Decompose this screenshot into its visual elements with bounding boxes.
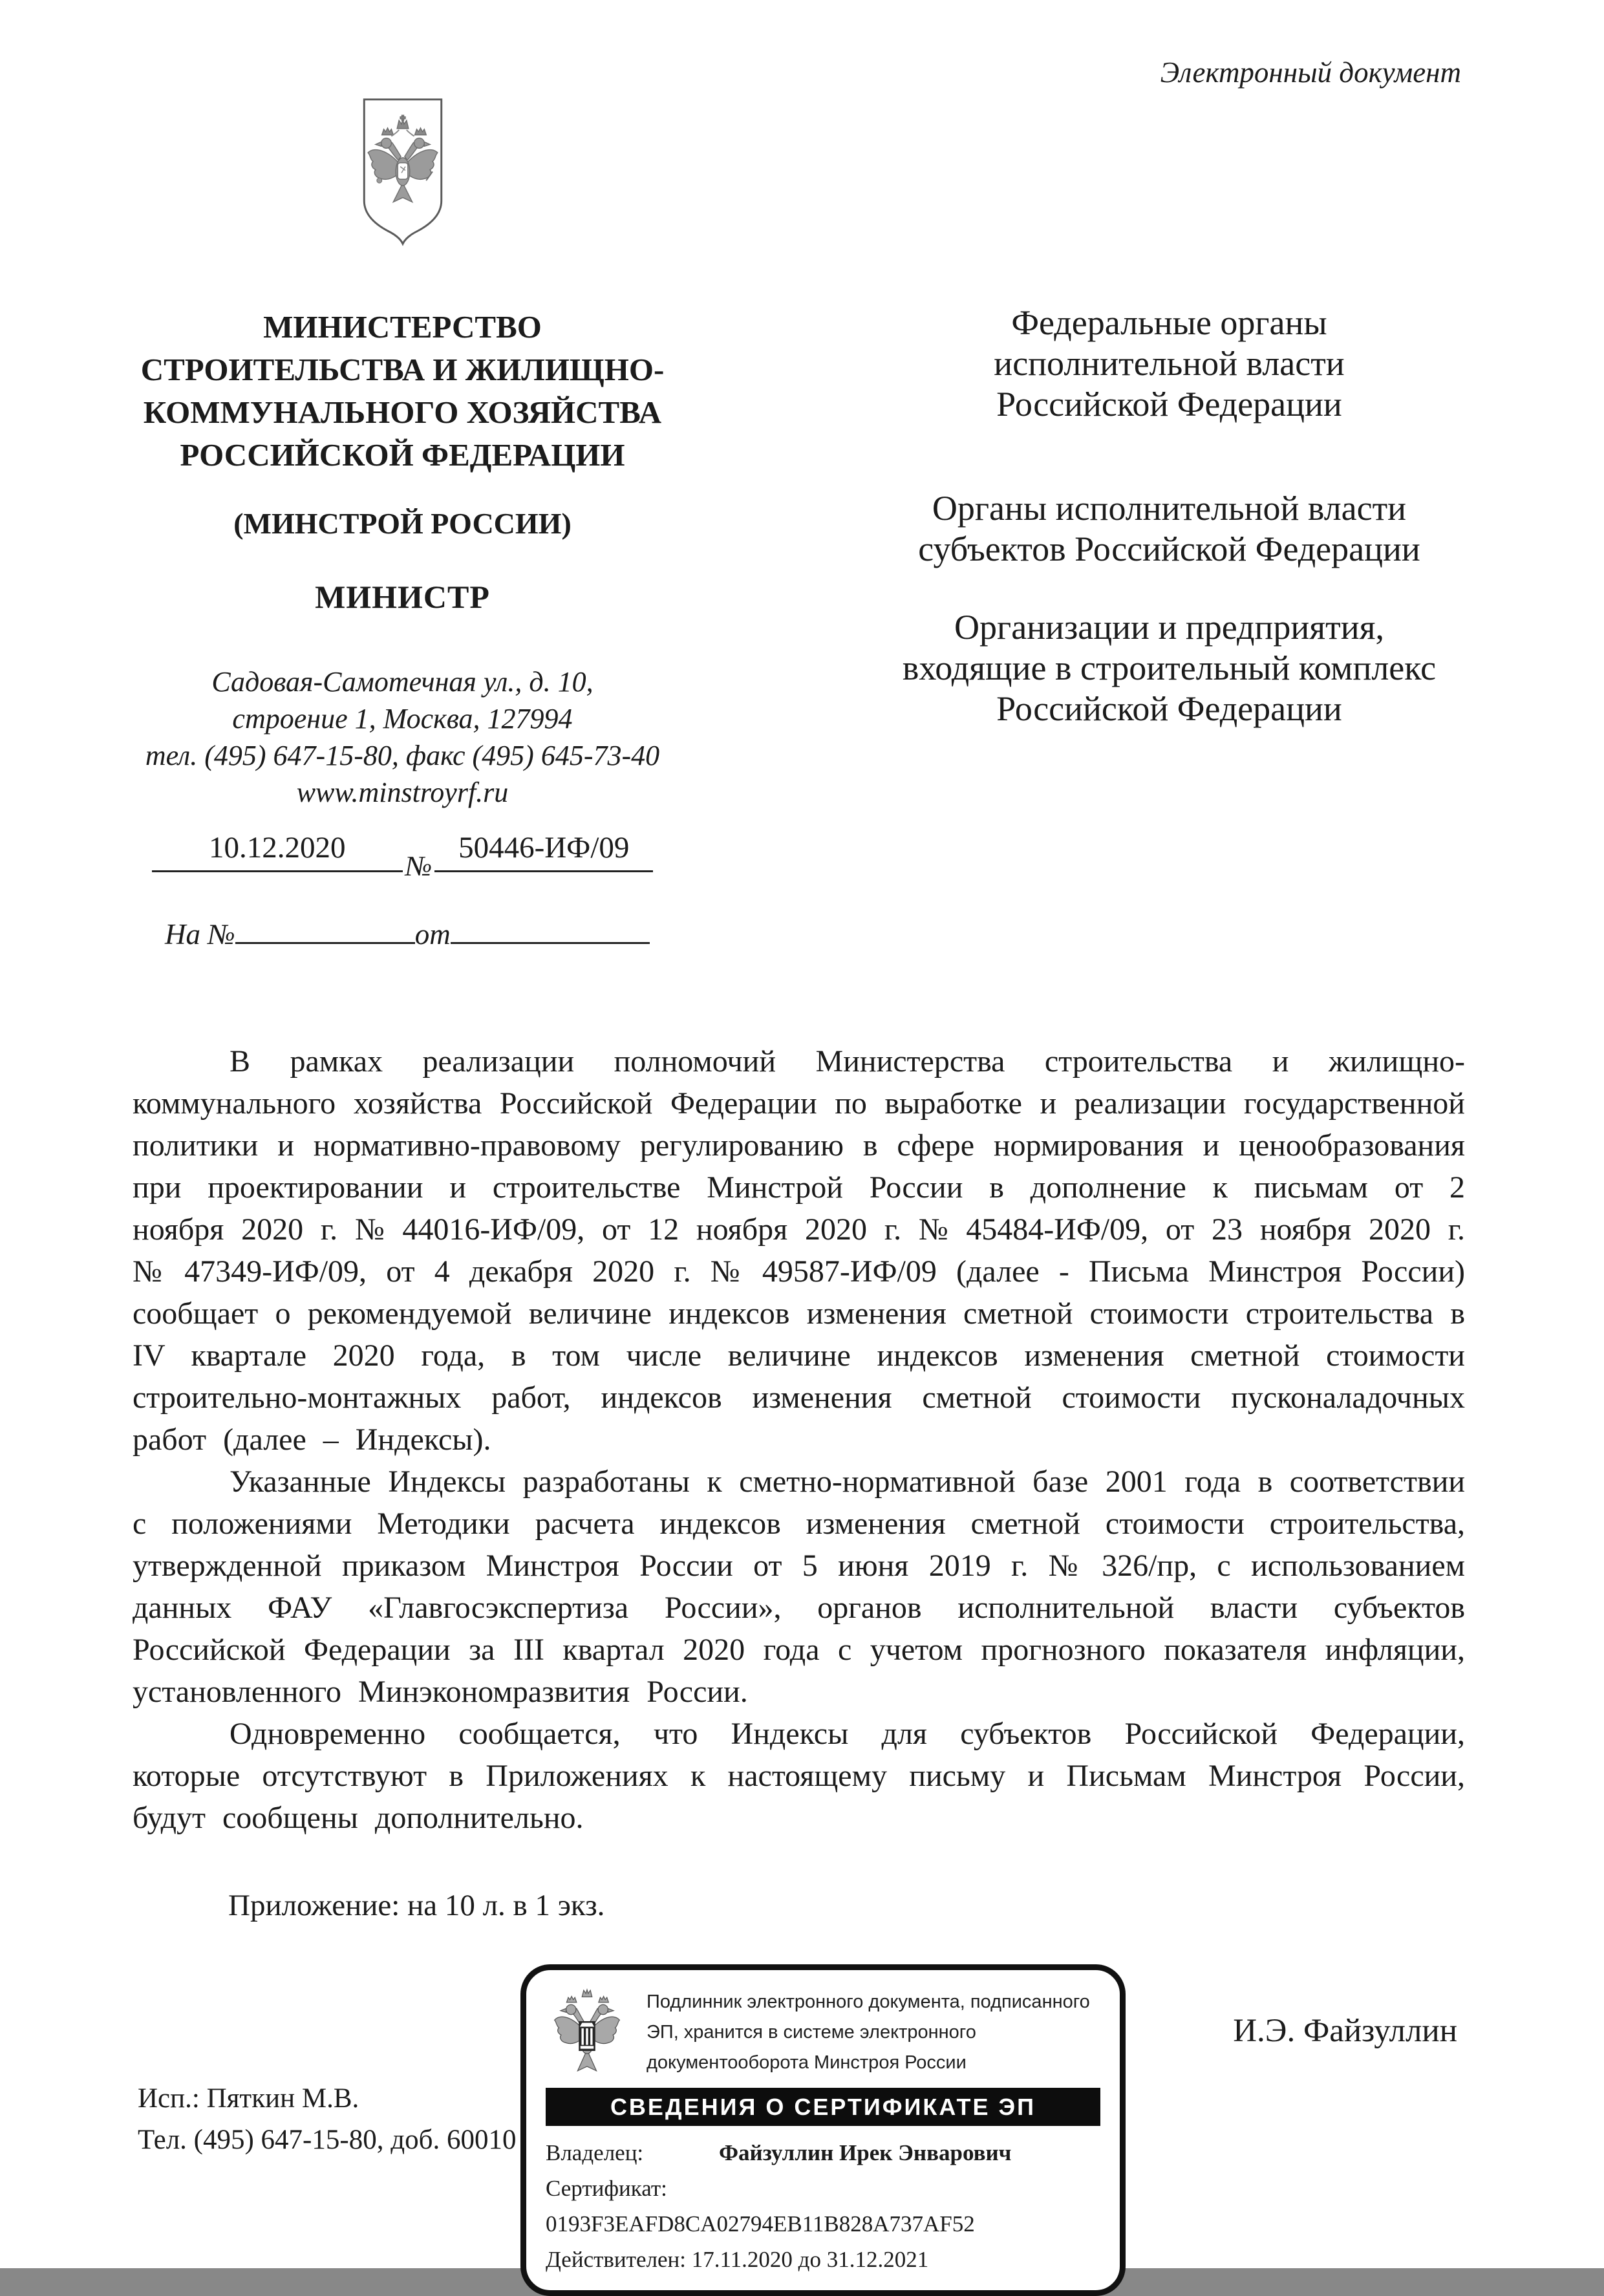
letterhead (133, 93, 1465, 951)
addressee-line: исполнительной власти (994, 344, 1345, 383)
certificate-id-row (546, 2171, 1100, 2242)
addressees-column (873, 303, 1465, 729)
attachment-note: Приложение: на 10 л. в 1 экз. (228, 1889, 605, 1922)
ref-date-blank (451, 915, 650, 944)
stamp-description: Подлинник электронного документа, подписанного ЭП, хранится в системе электронного документооборота Минстроя России (647, 1991, 1090, 2073)
certificate-value: 0193F3EAFD8CA02794EB11B828A737AF52 (546, 2211, 975, 2237)
letter-date: 10.12.2020 (209, 831, 346, 864)
executor-phone: Тел. (495) 647-15-80, доб. 60010 (138, 2125, 517, 2155)
owner-value: Файзуллин Ирек Энварович (719, 2140, 1012, 2165)
electronic-signature-stamp (520, 1964, 1126, 2296)
certificate-label: Сертификат: (546, 2176, 667, 2201)
addressee-line: Российской Федерации (996, 385, 1342, 424)
signer-position: МИНИСТР (315, 579, 490, 615)
ref-prefix: На № (165, 918, 235, 950)
address-line: строение 1, Москва, 127994 (232, 703, 573, 735)
executor-info (138, 2078, 516, 2161)
addressee-line: Организации и предприятия, (954, 608, 1384, 647)
addressee-block (873, 607, 1465, 729)
certificate-owner-row (546, 2135, 1100, 2171)
ministry-address (133, 663, 672, 811)
validity-value: 17.11.2020 до 31.12.2021 (691, 2247, 929, 2272)
addressee-line: входящие в строительный комплекс (902, 649, 1437, 687)
body-paragraph: Указанные Индексы разработаны к сметно-нормативной базе 2001 года в соответствии с положениями Методики расчета индексов изменения сметной стоимости строительства, утвержденной приказом Минстроя России от 5 июня 2019 г. № 326/пр, с использованием данных ФАУ «Главгосэкспертиза России», органов исполнительной власти субъектов Российской Федерации за III квартал 2020 года с учетом прогнозного показателя инфляции, установленного Минэкономразвития России. (133, 1465, 1465, 1709)
letter-number: 50446-ИФ/09 (458, 831, 630, 864)
addressee-block (873, 303, 1465, 425)
date-number-row (133, 830, 672, 882)
minstroy-emblem-icon (546, 1984, 628, 2080)
address-line: Садовая-Самотечная ул., д. 10, (211, 666, 593, 698)
number-sign: № (405, 850, 433, 882)
ministry-short-name: (МИНСТРОЙ РОССИИ) (233, 507, 572, 540)
ministry-name-line: РОССИЙСКОЙ ФЕДЕРАЦИИ (180, 437, 625, 473)
owner-label: Владелец: (546, 2140, 644, 2165)
addressee-block (873, 488, 1465, 570)
ministry-name (133, 306, 672, 477)
letter-number-field (434, 830, 653, 872)
certificate-validity-row (546, 2242, 1100, 2277)
certificate-details (546, 2135, 1100, 2277)
letter-body (133, 1040, 1465, 1839)
ministry-name-line: МИНИСТЕРСТВО (263, 309, 542, 345)
ministry-name-line: КОММУНАЛЬНОГО ХОЗЯЙСТВА (143, 394, 662, 430)
russia-coat-of-arms-icon (354, 94, 451, 246)
body-paragraph: Одновременно сообщается, что Индексы для субъектов Российской Федерации, которые отсутствуют в Приложениях к настоящему письму и Письмам Минстроя России, будут сообщены дополнительно. (133, 1717, 1465, 1835)
executor-name: Исп.: Пяткин М.В. (138, 2083, 359, 2114)
addressee-line: Федеральные органы (1011, 303, 1327, 342)
validity-label: Действителен: (546, 2247, 686, 2272)
certificate-info-bar: СВЕДЕНИЯ О СЕРТИФИКАТЕ ЭП (546, 2088, 1100, 2126)
addressee-line: Российской Федерации (996, 689, 1342, 728)
signature-section (133, 1940, 1465, 2272)
addressee-line: Органы исполнительной власти (932, 489, 1407, 528)
body-paragraph: В рамках реализации полномочий Министерства строительства и жилищно-коммунального хозяйства Российской Федерации по выработке и реализации государственной политики и нормативно-правовому регулированию в сфере нормирования и ценообразования при проектировании и строительстве Минстрой России в дополнение к письмам от 2 ноября 2020 г. № 44016-ИФ/09, от 12 ноября 2020 г. № 45484-ИФ/09, от 23 ноября 2020 г. № 47349-ИФ/09, от 4 декабря 2020 г. № 49587-ИФ/09 (далее - Письма Минстроя России) сообщает о рекомендуемой величине индексов изменения сметной стоимости строительства в IV квартале 2020 года, в том числе величине индексов изменения сметной стоимости строительно-монтажных работ, индексов изменения сметной стоимости пусконаладочных работ (далее – Индексы). (133, 1044, 1465, 1457)
letter-date-field (152, 830, 403, 872)
ministry-name-line: СТРОИТЕЛЬСТВА И ЖИЛИЩНО- (140, 352, 665, 387)
ministry-letterhead-column (133, 93, 672, 951)
website-text: www.minstroyrf.ru (296, 777, 509, 808)
ref-number-blank (235, 915, 415, 944)
signature-name: И.Э. Файзуллин (1233, 2013, 1457, 2049)
address-line: тел. (495) 647-15-80, факс (495) 645-73-40 (145, 740, 660, 771)
stamp-header (546, 1984, 1100, 2080)
addressee-line: субъектов Российской Федерации (918, 530, 1420, 568)
reference-row (133, 915, 672, 951)
electronic-document-label: Электронный документ (1160, 56, 1461, 89)
ref-from: от (414, 918, 451, 950)
